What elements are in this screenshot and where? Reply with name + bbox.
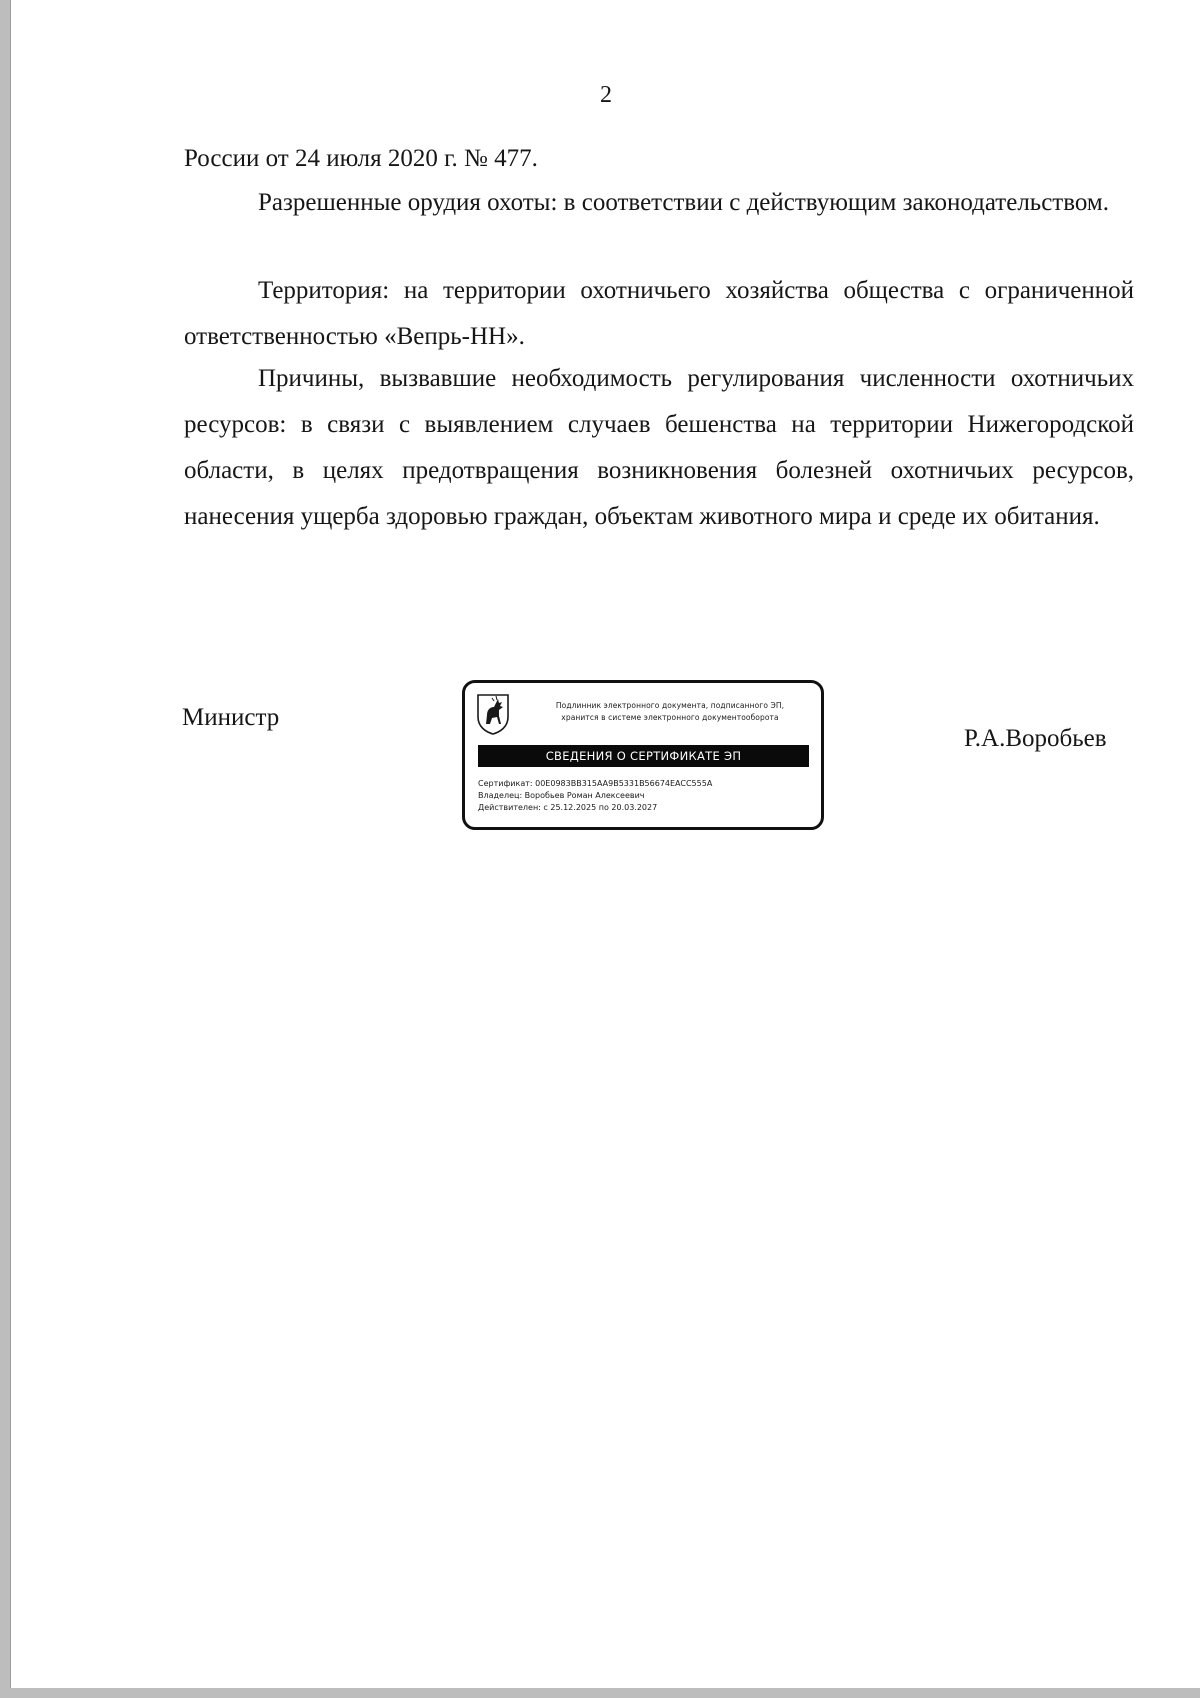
stamp-note bbox=[525, 700, 815, 724]
stamp-header: СВЕДЕНИЯ О СЕРТИФИКАТЕ ЭП bbox=[478, 745, 809, 767]
certificate-owner: Владелец: Воробьев Роман Алексеевич bbox=[478, 791, 645, 800]
paragraph-hunting-tools: Разрешенные орудия охоты: в соответствии с действующим законодательством. bbox=[258, 189, 1109, 216]
stamp-details bbox=[478, 778, 712, 814]
certificate-number: Сертификат: 00E0983BB315AA9B5331B56674EACC555A bbox=[478, 779, 713, 788]
paragraph-reasons: Причины, вызвавшие необходимость регулирования численности охотничьих ресурсов: в связи с выявлением случаев бешенства на территории Нижегородской области, в целях предотвращения возникновения болезней охотничьих ресурсов, нанесения ущерба здоровью граждан, объектам животного мира и среде их обитания. bbox=[184, 365, 1134, 530]
stamp-note-line: Подлинник электронного документа, подписанного ЭП, bbox=[555, 701, 785, 710]
stamp-note-line: хранится в системе электронного документооборота bbox=[561, 713, 779, 722]
paragraph-continuation: России от 24 июля 2020 г. № 477. bbox=[184, 145, 538, 172]
paper-sheet bbox=[10, 0, 1200, 1688]
page-number: 2 bbox=[600, 82, 612, 108]
signer-name: Р.А.Воробьев bbox=[964, 725, 1107, 752]
certificate-validity: Действителен: с 25.12.2025 по 20.03.2027 bbox=[478, 803, 658, 812]
coat-of-arms-icon bbox=[476, 693, 510, 735]
signer-title: Министр bbox=[182, 704, 280, 731]
electronic-signature-stamp bbox=[462, 680, 824, 830]
paragraph-territory: Территория: на территории охотничьего хозяйства общества с ограниченной ответственностью «Вепрь-НН». bbox=[184, 277, 1134, 350]
